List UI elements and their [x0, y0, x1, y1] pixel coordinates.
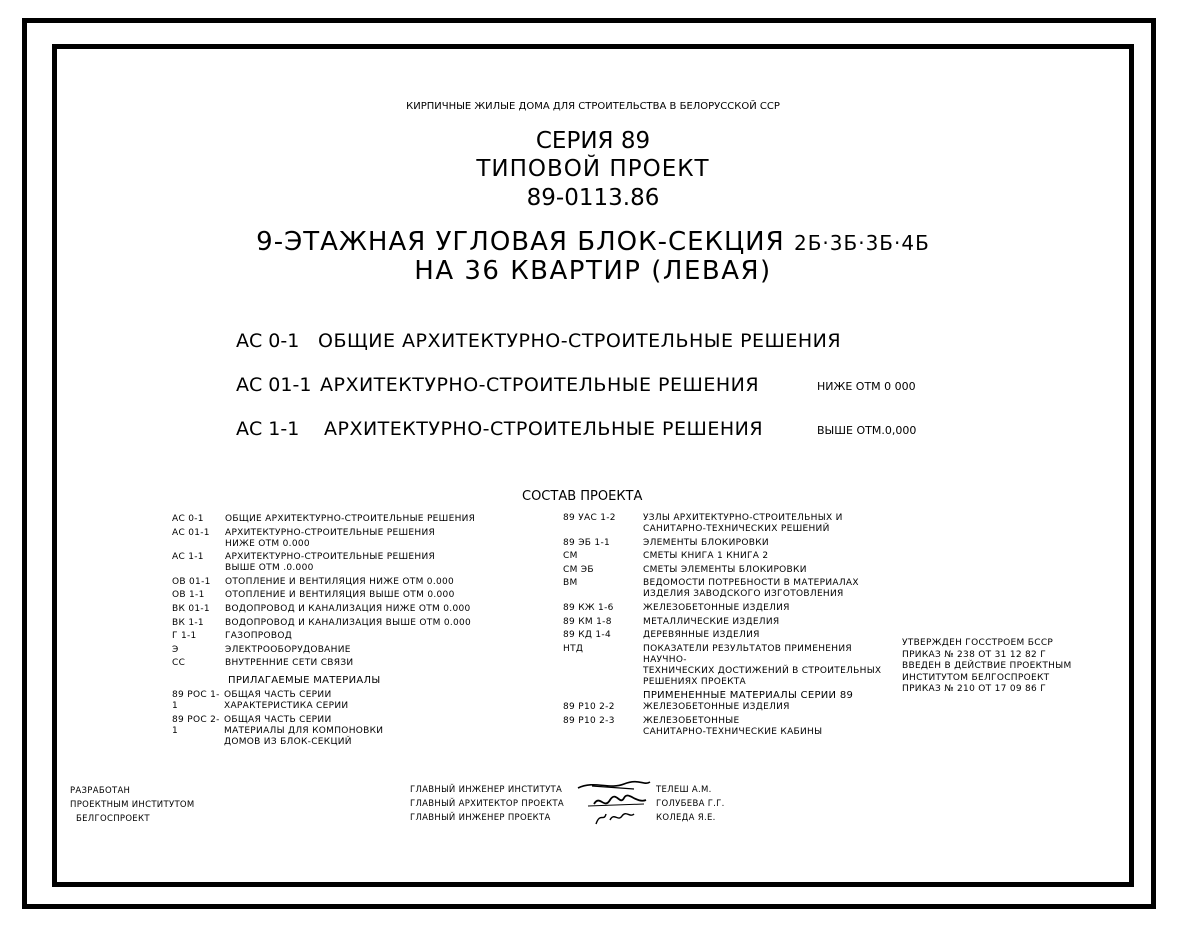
composition-text-line: ОТОПЛЕНИЕ И ВЕНТИЛЯЦИЯ НИЖЕ ОТМ 0.000: [225, 576, 455, 587]
composition-text-line: ЭЛЕКТРООБОРУДОВАНИЕ: [225, 644, 351, 655]
composition-text: [643, 702, 790, 713]
composition-code: ВМ: [563, 578, 578, 589]
composition-text: [225, 604, 471, 615]
composition-text-line: ВЫШЕ ОТМ .0.000: [225, 563, 314, 574]
composition-row: [172, 690, 512, 712]
composition-text-line: ТЕХНИЧЕСКИХ ДОСТИЖЕНИЙ В СТРОИТЕЛЬНЫХ: [643, 665, 882, 676]
signature-name: ТЕЛЕШ А.М.: [656, 785, 712, 795]
composition-text: [643, 617, 779, 628]
composition-text: [225, 645, 351, 656]
signature-name: КОЛЕДА Я.Е.: [656, 813, 716, 823]
composition-text: [643, 578, 859, 600]
approval-line: ПРИКАЗ № 238 ОТ 31 12 82 Г: [902, 649, 1047, 660]
composition-code: 89 КЖ 1-6: [563, 602, 614, 613]
composition-title: СОСТАВ ПРОЕКТА: [522, 489, 643, 504]
signature-names: [656, 783, 725, 825]
composition-text-line: САНИТАРНО-ТЕХНИЧЕСКИЕ КАБИНЫ: [643, 726, 823, 737]
composition-code: 89 ЭБ 1-1: [563, 537, 611, 548]
composition-text: [225, 528, 435, 550]
composition-row: [563, 551, 883, 562]
composition-text-line: ВЕДОМОСТИ ПОТРЕБНОСТИ В МАТЕРИАЛАХ: [643, 578, 859, 589]
composition-row: [172, 658, 512, 669]
composition-row: [172, 631, 512, 642]
composition-text-line: СМЕТЫ КНИГА 1 КНИГА 2: [643, 551, 769, 562]
composition-text: [224, 690, 348, 712]
main-title-line1: [52, 227, 1134, 258]
composition-right-list: [563, 513, 883, 741]
composition-row: [563, 538, 883, 549]
composition-text-line: ДОМОВ ИЗ БЛОК-СЕКЦИЙ: [224, 736, 352, 747]
project-number: 89-0113.86: [526, 185, 660, 211]
composition-text-line: ЖЕЛЕЗОБЕТОННЫЕ ИЗДЕЛИЯ: [643, 702, 790, 713]
composition-text: [225, 631, 292, 642]
composition-text-line: МАТЕРИАЛЫ ДЛЯ КОМПОНОВКИ: [224, 725, 384, 736]
composition-text-line: ДЕРЕВЯННЫЕ ИЗДЕЛИЯ: [643, 630, 760, 641]
attached-title: ПРИЛАГАЕМЫЕ МАТЕРИАЛЫ: [228, 675, 381, 687]
composition-row: [172, 645, 512, 656]
signature-role: ГЛАВНЫЙ ИНЖЕНЕР ПРОЕКТА: [410, 813, 551, 823]
approval-line: ИНСТИТУТОМ БЕЛГОСПРОЕКТ: [902, 672, 1050, 683]
composition-code: ВК 01-1: [172, 603, 210, 614]
applied-rows: [563, 702, 883, 738]
composition-code: СМ: [563, 551, 578, 562]
composition-code: АС 1-1: [172, 552, 204, 563]
composition-text: [225, 577, 454, 588]
composition-text: [643, 565, 807, 576]
signature-role: ГЛАВНЫЙ ИНЖЕНЕР ИНСТИТУТА: [410, 785, 563, 795]
composition-text: [224, 715, 383, 748]
composition-code: 89 КД 1-4: [563, 630, 611, 641]
composition-row: [172, 715, 512, 748]
composition-text-line: ОБЩАЯ ЧАСТЬ СЕРИИ: [224, 690, 332, 701]
composition-row: [563, 603, 883, 614]
composition-text: [643, 716, 822, 738]
composition-text-line: ЖЕЛЕЗОБЕТОННЫЕ ИЗДЕЛИЯ: [643, 602, 790, 613]
composition-code: 89 Р10 2-2: [563, 702, 615, 713]
signature-2: [594, 795, 646, 804]
composition-code: СС: [172, 658, 186, 669]
developer-line: ПРОЕКТНЫМ ИНСТИТУТОМ: [70, 800, 195, 810]
approval-line: УТВЕРЖДЕН ГОССТРОЕМ БССР: [902, 638, 1054, 648]
composition-right-rows: [563, 513, 883, 688]
composition-left-list: [172, 514, 512, 751]
applied-title: ПРИМЕНЕННЫЕ МАТЕРИАЛЫ СЕРИИ 89: [643, 690, 854, 702]
header-subtitle: КИРПИЧНЫЕ ЖИЛЫЕ ДОМА ДЛЯ СТРОИТЕЛЬСТВА В БЕЛОРУССКОЙ ССР: [406, 101, 780, 112]
album-0-code: АС 0-1: [236, 330, 300, 352]
composition-row: [563, 630, 883, 641]
composition-code: 89 Р10 2-3: [563, 715, 615, 726]
composition-text-line: АРХИТЕКТУРНО-СТРОИТЕЛЬНЫЕ РЕШЕНИЯ: [225, 527, 436, 538]
composition-text-line: УЗЛЫ АРХИТЕКТУРНО-СТРОИТЕЛЬНЫХ И: [643, 513, 843, 523]
composition-row: [172, 514, 512, 525]
composition-text-line: ЭЛЕМЕНТЫ БЛОКИРОВКИ: [643, 537, 769, 548]
composition-code: ОВ 1-1: [172, 590, 205, 601]
composition-text-line: НИЖЕ ОТМ 0.000: [225, 538, 310, 549]
composition-text: [225, 618, 471, 629]
album-1-text: АРХИТЕКТУРНО-СТРОИТЕЛЬНЫЕ РЕШЕНИЯ: [320, 374, 760, 396]
composition-text-line: АРХИТЕКТУРНО-СТРОИТЕЛЬНЫЕ РЕШЕНИЯ: [225, 552, 436, 563]
composition-code: 89 РОС 1-1: [172, 690, 220, 712]
composition-text: [643, 644, 883, 688]
composition-text: [643, 551, 768, 562]
series-title: СЕРИЯ 89: [535, 128, 651, 154]
composition-row: [563, 617, 883, 628]
developer-block: [70, 784, 195, 826]
composition-row: [172, 618, 512, 629]
main-title-line2: НА 36 КВАРТИР (ЛЕВАЯ): [414, 256, 772, 286]
project-title: ТИПОВОЙ ПРОЕКТ: [476, 156, 710, 182]
composition-text-line: ОБЩИЕ АРХИТЕКТУРНО-СТРОИТЕЛЬНЫЕ РЕШЕНИЯ: [225, 514, 476, 524]
composition-text: [225, 590, 455, 601]
composition-text-line: ПОКАЗАТЕЛИ РЕЗУЛЬТАТОВ ПРИМЕНЕНИЯ НАУЧНО-: [643, 643, 852, 665]
signature-role: ГЛАВНЫЙ АРХИТЕКТОР ПРОЕКТА: [410, 799, 565, 809]
composition-code: 89 УАС 1-2: [563, 513, 616, 523]
composition-row: [172, 590, 512, 601]
composition-row: [563, 513, 883, 535]
composition-code: ОВ 01-1: [172, 576, 211, 587]
composition-code: НТД: [563, 643, 584, 654]
composition-text-line: СМЕТЫ ЭЛЕМЕНТЫ БЛОКИРОВКИ: [643, 564, 807, 575]
composition-code: АС 0-1: [172, 514, 204, 524]
composition-code: 89 КМ 1-8: [563, 616, 612, 627]
album-2-note: ВЫШЕ ОТМ.0,000: [817, 424, 917, 437]
composition-row: [172, 604, 512, 615]
composition-text-line: ЖЕЛЕЗОБЕТОННЫЕ: [643, 715, 740, 726]
composition-text: [225, 552, 435, 574]
composition-text: [643, 603, 790, 614]
composition-code: АС 01-1: [172, 527, 210, 538]
composition-text-line: ИЗДЕЛИЯ ЗАВОДСКОГО ИЗГОТОВЛЕНИЯ: [643, 589, 844, 600]
composition-code: Г 1-1: [172, 631, 197, 642]
composition-code: СМ ЭБ: [563, 564, 594, 575]
composition-text-line: ГАЗОПРОВОД: [225, 631, 293, 642]
composition-row: [563, 565, 883, 576]
developer-line: БЕЛГОСПРОЕКТ: [76, 814, 150, 824]
composition-code: 89 РОС 2-1: [172, 714, 220, 736]
approval-block: [902, 638, 1072, 696]
signature-name: ГОЛУБЕВА Г.Г.: [656, 799, 725, 809]
signature-3: [596, 814, 634, 824]
composition-text-line: ВОДОПРОВОД И КАНАЛИЗАЦИЯ ВЫШЕ ОТМ 0.000: [225, 617, 472, 628]
composition-text-line: САНИТАРНО-ТЕХНИЧЕСКИХ РЕШЕНИЙ: [643, 524, 830, 534]
composition-code: Э: [172, 644, 179, 655]
composition-text: [643, 630, 760, 641]
approval-line: ПРИКАЗ № 210 ОТ 17 09 86 Г: [902, 684, 1047, 694]
composition-row: [172, 528, 512, 550]
composition-left-rows: [172, 514, 512, 669]
composition-text: [225, 658, 353, 669]
composition-text-line: ОТОПЛЕНИЕ И ВЕНТИЛЯЦИЯ ВЫШЕ ОТМ 0.000: [225, 590, 455, 601]
composition-code: ВК 1-1: [172, 617, 204, 628]
composition-row: [172, 552, 512, 574]
album-1-code: АС 01-1: [236, 374, 312, 396]
approval-line: ВВЕДЕН В ДЕЙСТВИЕ ПРОЕКТНЫМ: [902, 661, 1072, 671]
composition-text-line: РЕШЕНИЯХ ПРОЕКТА: [643, 676, 747, 687]
album-1-note: НИЖЕ ОТМ 0 000: [817, 380, 916, 393]
composition-row: [563, 578, 883, 600]
composition-row: [563, 702, 883, 713]
signature-roles: [410, 783, 564, 825]
main-title-sections: 2Б·3Б·3Б·4Б: [793, 231, 930, 255]
composition-row: [563, 644, 883, 688]
composition-text: [643, 538, 769, 549]
composition-text: [643, 513, 843, 535]
developer-line: РАЗРАБОТАН: [70, 786, 131, 796]
composition-text: [225, 514, 475, 525]
composition-text-line: ВОДОПРОВОД И КАНАЛИЗАЦИЯ НИЖЕ ОТМ 0.000: [225, 603, 471, 614]
composition-row: [563, 716, 883, 738]
composition-text-line: ВНУТРЕННИЕ СЕТИ СВЯЗИ: [225, 658, 354, 669]
attached-rows: [172, 690, 512, 748]
composition-text-line: ХАРАКТЕРИСТИКА СЕРИИ: [224, 701, 349, 712]
composition-row: [172, 577, 512, 588]
composition-text-line: МЕТАЛЛИЧЕСКИЕ ИЗДЕЛИЯ: [643, 616, 780, 627]
album-2-text: АРХИТЕКТУРНО-СТРОИТЕЛЬНЫЕ РЕШЕНИЯ: [324, 418, 764, 440]
album-2-code: АС 1-1: [236, 418, 300, 440]
album-0-text: ОБЩИЕ АРХИТЕКТУРНО-СТРОИТЕЛЬНЫЕ РЕШЕНИЯ: [318, 330, 842, 352]
handwritten-signatures: [574, 776, 654, 828]
composition-text-line: ОБЩАЯ ЧАСТЬ СЕРИИ: [224, 714, 332, 725]
main-title-text: 9-ЭТАЖНАЯ УГЛОВАЯ БЛОК-СЕКЦИЯ: [256, 227, 785, 257]
